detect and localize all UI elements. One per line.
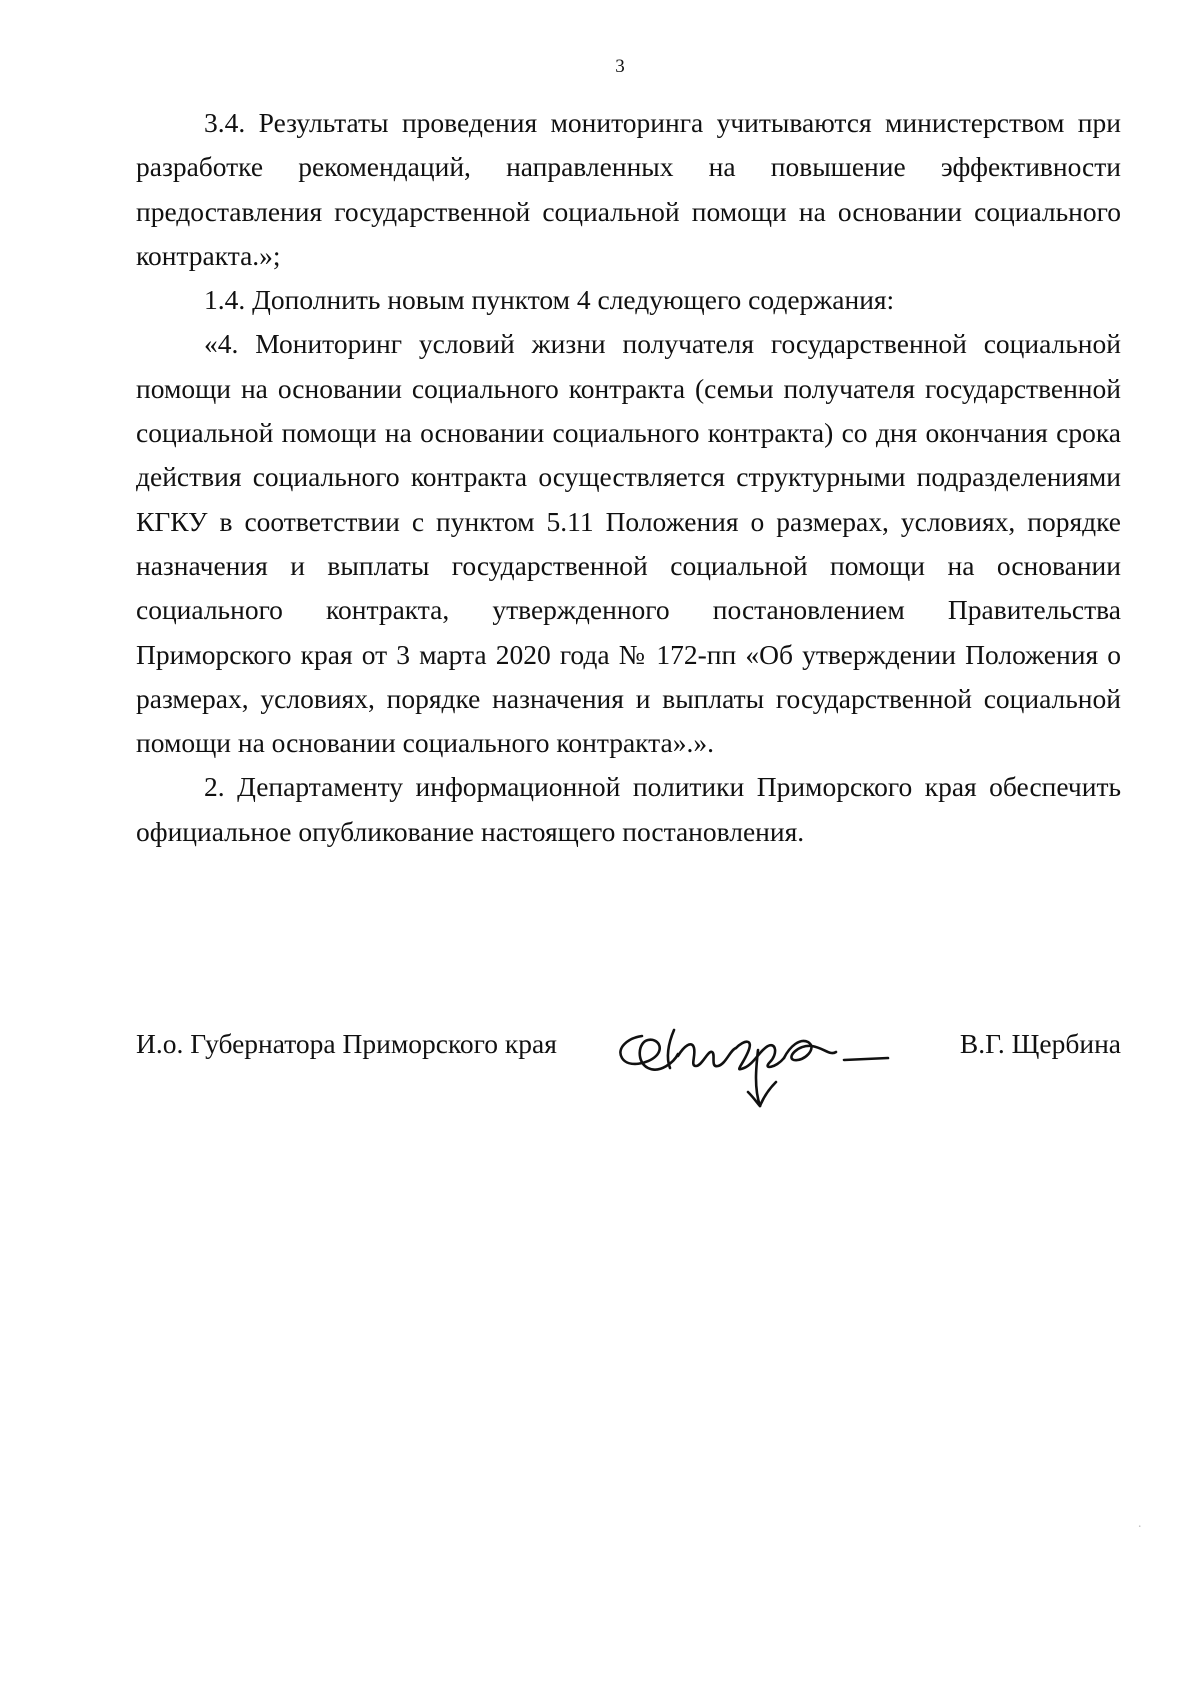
signatory-name: В.Г. Щербина bbox=[959, 1028, 1121, 1059]
paragraph-3-4: 3.4. Результаты проведения мониторинга учитываются министерством при разработке рекомендаций, направленных на повышение эффективности предоставления государственной социальной помощи на основании социального контракта.»; bbox=[136, 107, 1121, 271]
paragraph-4: «4. Мониторинг условий жизни получателя государственной социальной помощи на основании социального контракта (семьи получателя государственной социальной помощи на основании социального контракта) со дня окончания срока действия социального контракта осуществляется структурными подразделениями КГКУ в соответствии с пунктом 5.11 Положения о размерах, условиях, порядке назначения и выплаты государственной социальной помощи на основании социального контракта, утвержденного постановлением Правительства Приморского края от 3 марта 2020 года № 172-пп «Об утверждении Положения о размерах, условиях, порядке назначения и выплаты государственной социальной помощи на основании социального контракта».». bbox=[136, 328, 1121, 759]
paragraph-2: 2. Департаменту информационной политики Приморского края обеспечить официальное опубликование настоящего постановления. bbox=[136, 771, 1121, 847]
margin-mark: · bbox=[1137, 1520, 1142, 1535]
signature-block bbox=[136, 1010, 1121, 1110]
paragraph-1-4: 1.4. Дополнить новым пунктом 4 следующего содержания: bbox=[204, 284, 895, 316]
handwritten-signature bbox=[598, 1010, 898, 1110]
page-number: 3 bbox=[615, 56, 625, 77]
signatory-title: И.о. Губернатора Приморского края bbox=[136, 1028, 557, 1059]
document-body bbox=[136, 101, 1121, 854]
